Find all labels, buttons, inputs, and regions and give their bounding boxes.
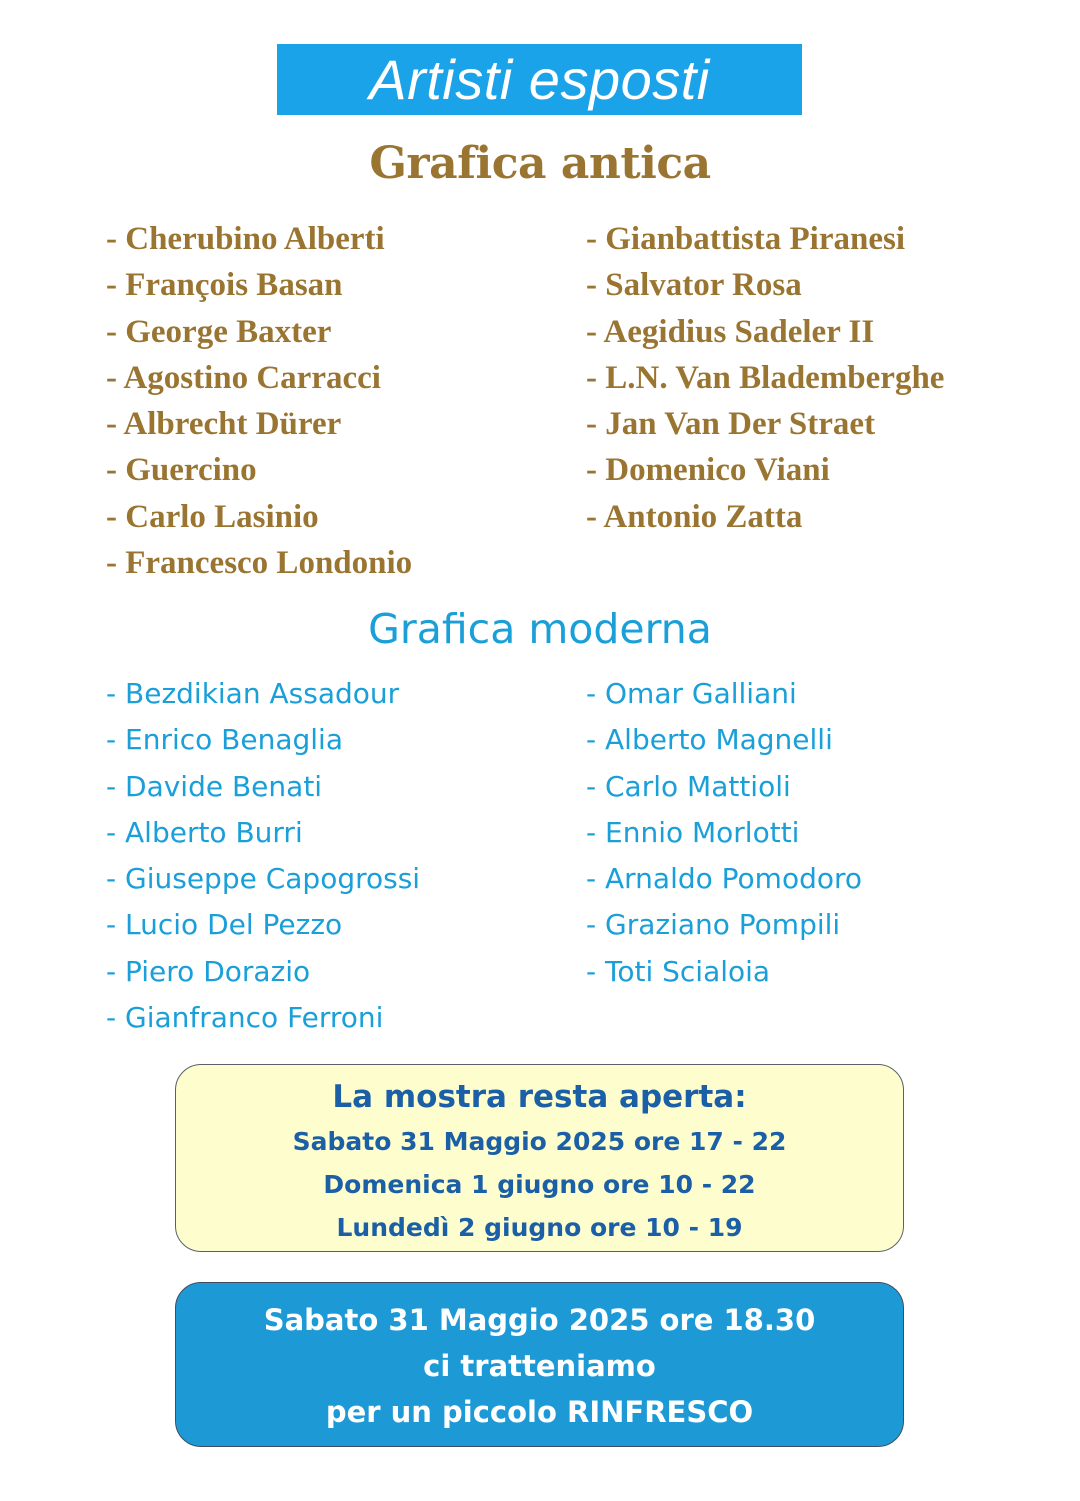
section-title-grafica-antica: Grafica antica: [369, 138, 711, 189]
list-item: - Carlo Mattioli: [586, 769, 791, 803]
list-item: - Albrecht Dürer: [106, 406, 342, 443]
refreshment-event-box: [175, 1282, 904, 1447]
opening-hours-line: Sabato 31 Maggio 2025 ore 17 - 22: [292, 1127, 787, 1156]
list-item: - Gianfranco Ferroni: [106, 1001, 384, 1035]
grafica-moderna-right-list: [586, 671, 862, 995]
list-item: - Francesco Londonio: [106, 545, 413, 582]
list-item: - George Baxter: [106, 313, 332, 350]
list-item: - Bezdikian Assadour: [106, 677, 400, 710]
list-item: - Omar Galliani: [586, 677, 797, 710]
list-item: - Cherubino Alberti: [106, 221, 385, 257]
list-item: - Toti Scialoia: [586, 954, 771, 988]
list-item: - Graziano Pompili: [586, 908, 841, 942]
list-item: - Arnaldo Pomodoro: [586, 862, 863, 896]
grafica-moderna-left-list: [106, 671, 420, 1041]
list-item: - Alberto Burri: [106, 815, 303, 849]
list-item: - Davide Benati: [106, 769, 323, 803]
grafica-antica-left-list: [106, 216, 412, 586]
list-item: - Alberto Magnelli: [586, 723, 833, 757]
list-item: - François Basan: [106, 267, 343, 304]
list-item: - Guercino: [106, 452, 257, 489]
list-item: - Domenico Viani: [586, 452, 830, 489]
list-item: - Agostino Carracci: [106, 359, 381, 396]
list-item: - Ennio Morlotti: [586, 815, 800, 849]
list-item: - L.N. Van Blademberghe: [586, 359, 945, 396]
list-item: - Antonio Zatta: [586, 498, 803, 535]
event-line: Sabato 31 Maggio 2025 ore 18.30: [263, 1303, 816, 1337]
list-item: - Giuseppe Capogrossi: [106, 862, 421, 896]
list-item: - Jan Van Der Straet: [586, 406, 876, 443]
opening-hours-title: La mostra resta aperta:: [332, 1079, 747, 1115]
list-item: - Carlo Lasinio: [106, 498, 319, 535]
opening-hours-box: [175, 1064, 904, 1252]
opening-hours-line: Lundedì 2 giugno ore 10 - 19: [336, 1213, 743, 1242]
list-item: - Enrico Benaglia: [106, 723, 343, 757]
event-line: per un piccolo RINFRESCO: [325, 1395, 754, 1429]
list-item: - Salvator Rosa: [586, 267, 802, 304]
banner-title: Artisti esposti: [277, 44, 802, 115]
event-line: ci tratteniamo: [423, 1349, 656, 1383]
list-item: - Gianbattista Piranesi: [586, 221, 905, 257]
opening-hours-line: Domenica 1 giugno ore 10 - 22: [323, 1170, 756, 1199]
list-item: - Aegidius Sadeler II: [586, 313, 875, 350]
section-title-grafica-moderna: Grafica moderna: [368, 605, 712, 653]
grafica-antica-right-list: [586, 216, 944, 540]
list-item: - Lucio Del Pezzo: [106, 908, 343, 942]
list-item: - Piero Dorazio: [106, 954, 311, 988]
